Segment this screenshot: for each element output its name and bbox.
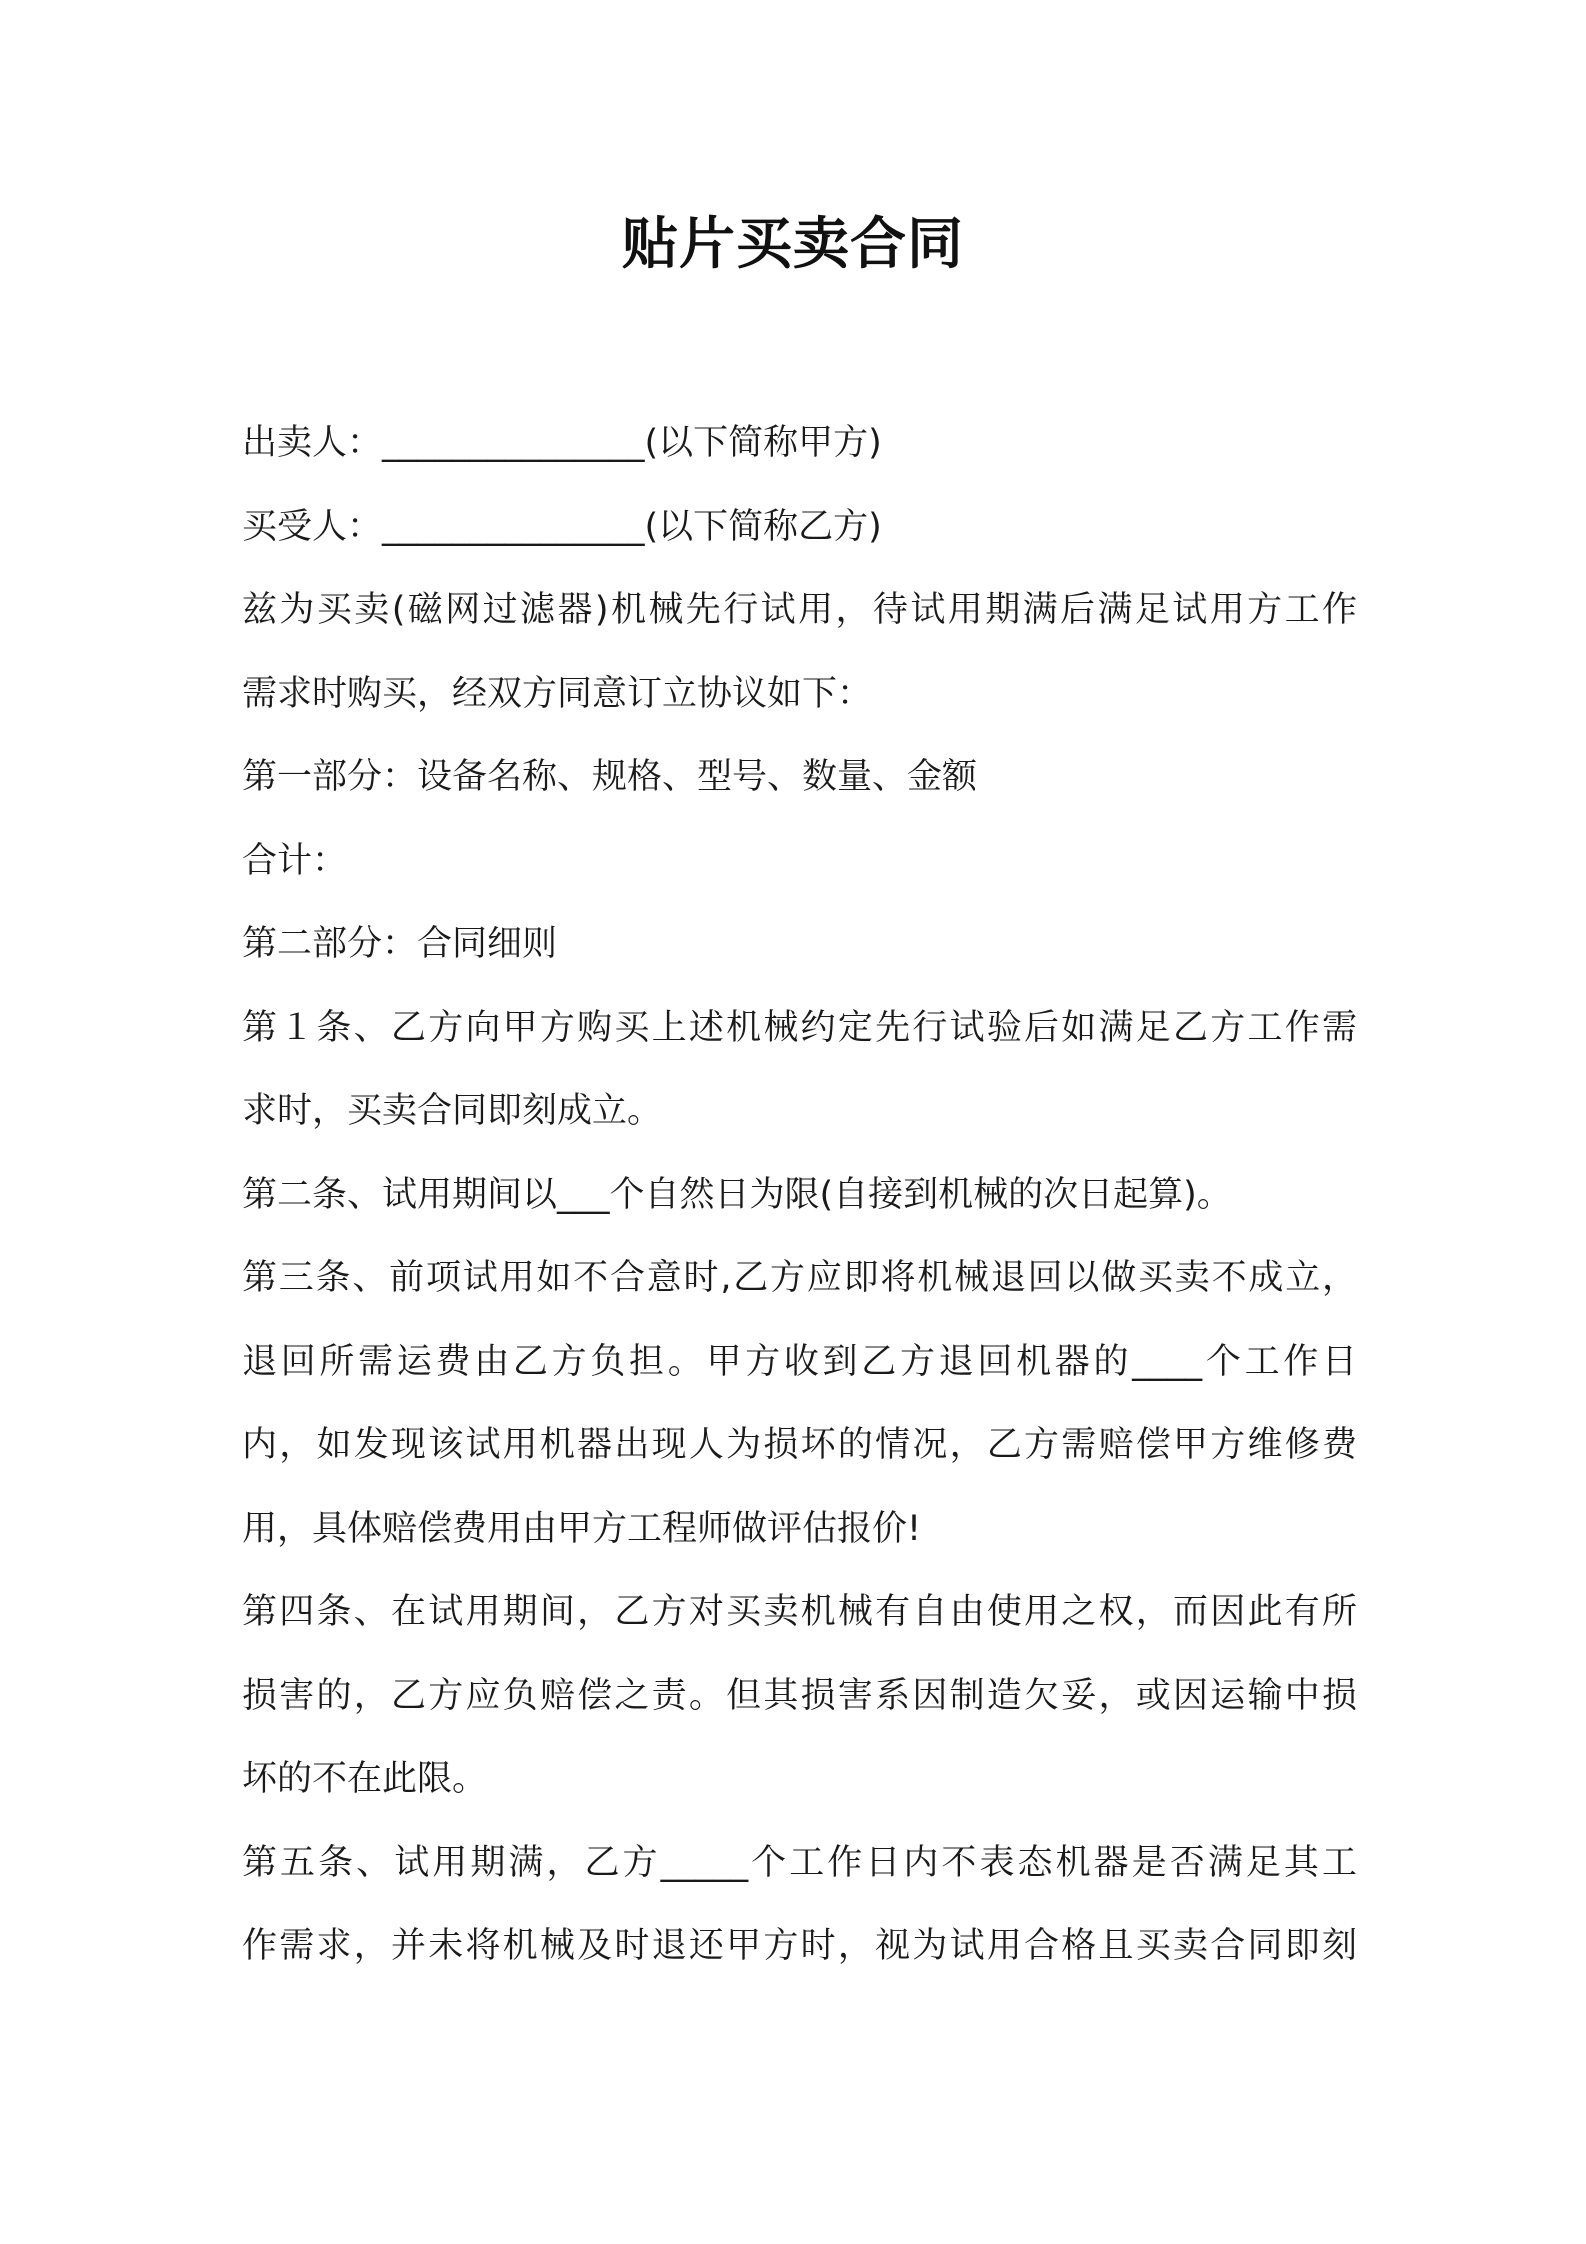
seller-line: 出卖人：_______________(以下简称甲方)	[242, 423, 882, 463]
document-title: 贴片买卖合同	[622, 212, 964, 277]
clause-line: 用，具体赔偿费用由甲方工程师做评估报价!	[242, 1508, 922, 1549]
clause-line: 第五条、试用期满，乙方_____个工作日内不表态机器是否满足其工	[242, 1842, 1357, 1883]
preamble-line: 需求时购买，经双方同意订立协议如下：	[242, 673, 873, 714]
clause-line: 退回所需运费由乙方负担。甲方收到乙方退回机器的____个工作日	[242, 1341, 1357, 1382]
preamble-line: 兹为买卖(磁网过滤器)机械先行试用，待试用期满后满足试用方工作	[242, 590, 1357, 630]
clause-line: 内，如发现该试用机器出现人为损坏的情况，乙方需赔偿甲方维修费	[242, 1425, 1357, 1465]
clause-line: 第二条、试用期间以___个自然日为限(自接到机械的次日起算)。	[242, 1174, 1232, 1215]
clause-line: 坏的不在此限。	[242, 1759, 488, 1799]
clause-line: 第四条、在试用期间，乙方对买卖机械有自由使用之权，而因此有所	[242, 1592, 1357, 1632]
section-heading: 第一部分：设备名称、规格、型号、数量、金额	[242, 757, 978, 797]
clause-line: 第三条、前项试用如不合意时,乙方应即将机械退回以做买卖不成立，	[242, 1258, 1357, 1298]
contract-body	[242, 402, 1357, 1989]
total-line: 合计：	[242, 840, 348, 881]
clause-line: 求时，买卖合同即刻成立。	[242, 1091, 663, 1131]
clause-line: 作需求，并未将机械及时退还甲方时，视为试用合格且买卖合同即刻	[242, 1926, 1357, 1966]
section-heading: 第二部分：合同细则	[242, 924, 558, 964]
buyer-line: 买受人：_______________(以下简称乙方)	[242, 506, 882, 547]
clause-line: 第１条、乙方向甲方购买上述机械约定先行试验后如满足乙方工作需	[242, 1007, 1357, 1048]
clause-line: 损害的，乙方应负赔偿之责。但其损害系因制造欠妥，或因运输中损	[242, 1675, 1357, 1716]
